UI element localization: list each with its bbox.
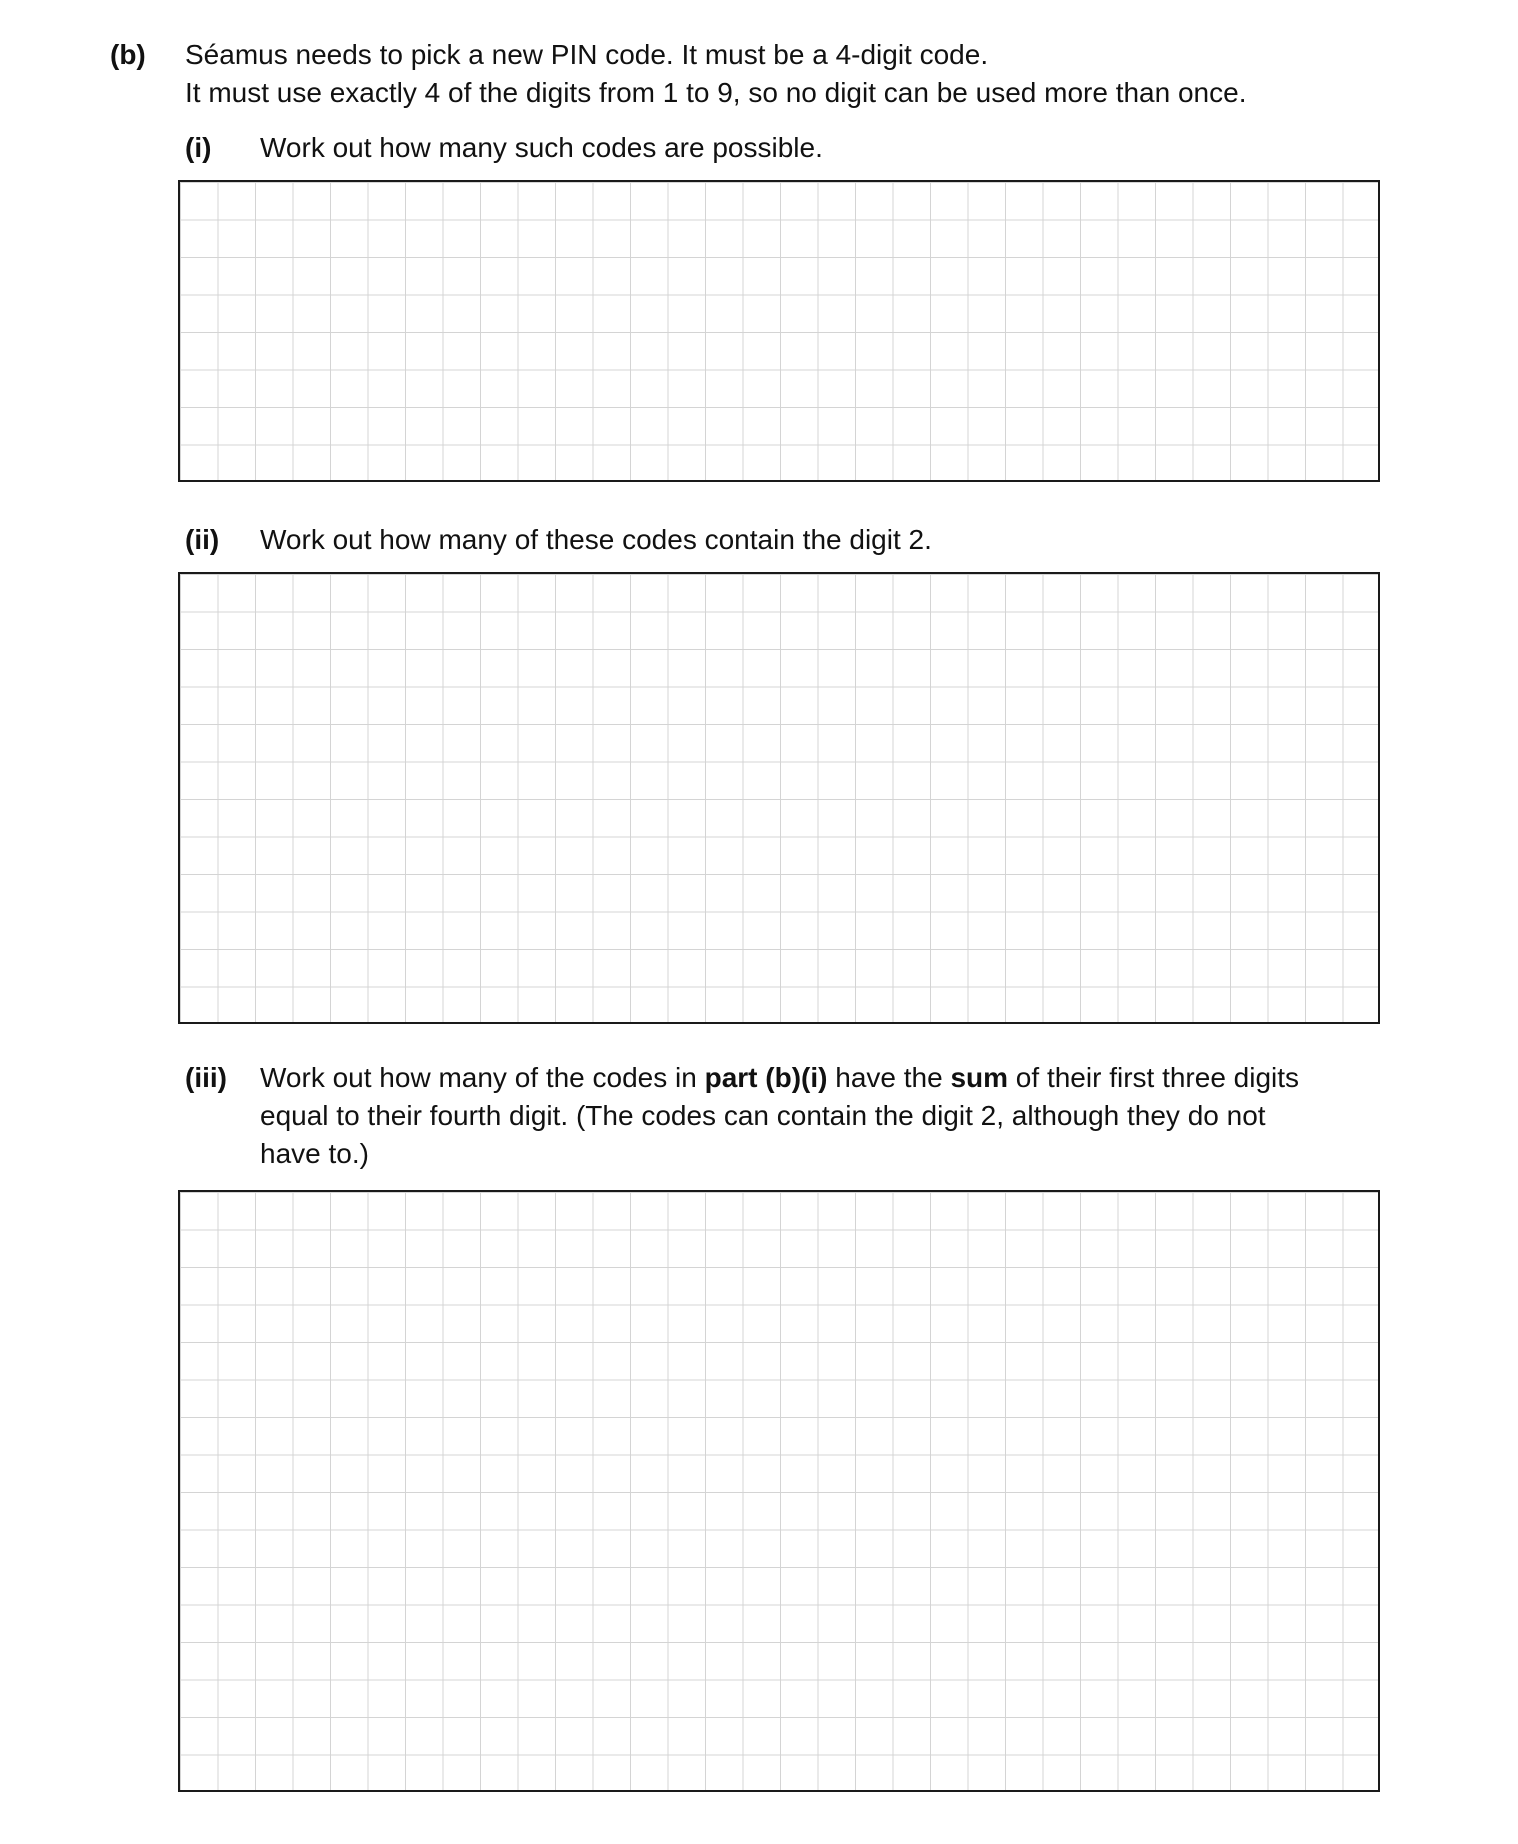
part-iii-question-line2: equal to their fourth digit. (The codes can contain the digit 2, although they do not xyxy=(260,1100,1266,1131)
part-b-intro-line1: Séamus needs to pick a new PIN code. It must be a 4-digit code. xyxy=(185,39,989,70)
part-b-intro-line2: It must use exactly 4 of the digits from 1 to 9, so no digit can be used more than once. xyxy=(185,77,1247,108)
part-iii-question-line1: Work out how many of the codes in part (b)(i) have the sum of their first three digits xyxy=(260,1062,1300,1093)
part-iii-label: (iii) xyxy=(185,1062,227,1093)
answer-grid-part-iii[interactable] xyxy=(178,1190,1380,1792)
part-ii-question: Work out how many of these codes contain the digit 2. xyxy=(260,524,932,555)
sum-emphasis: sum xyxy=(950,1062,1009,1093)
part-iii-question-line3: have to.) xyxy=(260,1138,369,1169)
answer-grid-part-ii[interactable] xyxy=(178,572,1380,1024)
part-ii-label: (ii) xyxy=(185,524,220,555)
answer-grid-part-i[interactable] xyxy=(178,180,1380,482)
part-i-label: (i) xyxy=(185,132,212,163)
part-i-question: Work out how many such codes are possible. xyxy=(260,132,823,163)
part-reference: part (b)(i) xyxy=(704,1062,828,1093)
part-b-label: (b) xyxy=(110,39,146,70)
